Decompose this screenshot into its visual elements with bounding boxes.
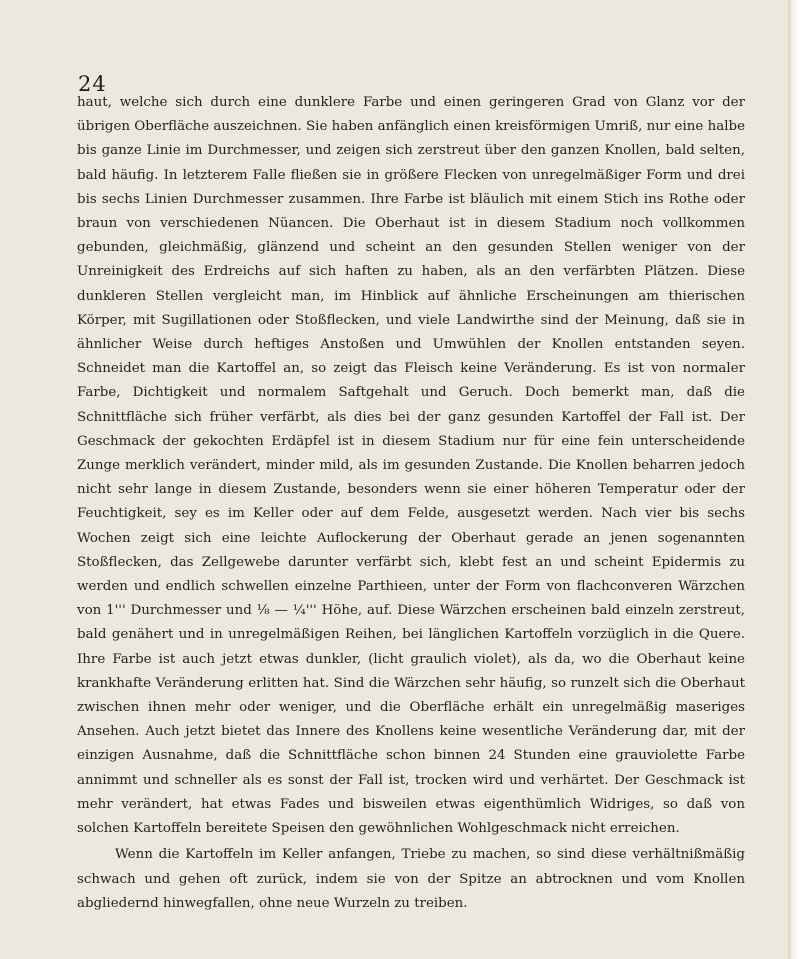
body-text [77, 91, 745, 916]
page-edge [788, 0, 800, 959]
paragraph-sprouting: Wenn die Kartoffeln im Keller anfangen, Triebe zu machen, so sind diese verhältnißmäßig schwach und gehen oft zurück, indem sie von der Spitze an abtrocknen und vom Knollen abgliedernd hinwegfallen, ohne neue Wurzeln zu treiben. [77, 847, 745, 911]
page-number: 24 [78, 72, 107, 96]
paragraph-continuation: haut, welche sich durch eine dunklere Farbe und einen geringeren Grad von Glanz vor der übrigen Oberfläche auszeichnen. Sie haben anfänglich einen kreisförmigen Umriß, nur eine halbe bis ganze Linie im Durchmesser, und zeigen sich zerstreut über den ganzen Knollen, bald selten, bald häufig. In letzterem Falle fließen sie in größere Flecken von unregelmäßiger Form und drei bis sechs Linien Durchmesser zusammen. Ihre Farbe ist bläulich mit einem Stich ins Rothe oder braun von verschiedenen Nüancen. Die Oberhaut ist in diesem Stadium noch vollkommen gebunden, gleichmäßig, glänzend und scheint an den gesunden Stellen weniger von der Unreinigkeit des Erdreichs auf sich haften zu haben, als an den verfärbten Plätzen. Diese dunkleren Stellen vergleicht man, im Hinblick auf ähnliche Erscheinungen am thierischen Körper, mit Sugillationen oder Stoßflecken, und viele Landwirthe sind der Meinung, daß sie in ähnlicher Weise durch heftiges Anstoßen und Umwühlen der Knollen entstanden seyen. Schneidet man die Kartoffel an, so zeigt das Fleisch keine Veränderung. Es ist von normaler Farbe, Dichtigkeit und normalem Saftgehalt und Geruch. Doch bemerkt man, daß die Schnittfläche sich früher verfärbt, als dies bei der ganz gesunden Kartoffel der Fall ist. Der Geschmack der gekochten Erdäpfel ist in diesem Stadium nur für eine fein unterscheidende Zunge merklich verändert, minder mild, als im gesunden Zustande. Die Knollen beharren jedoch nicht sehr lange in diesem Zustande, besonders wenn sie einer höheren Temperatur oder der Feuchtigkeit, sey es im Keller oder auf dem Felde, ausgesetzt werden. Nach vier bis sechs Wochen zeigt sich eine leichte Auflockerung der Oberhaut gerade an jenen sogenannten Stoßflecken, das Zellgewebe darunter verfärbt sich, klebt fest an und scheint Epidermis zu werden und endlich schwellen einzelne Parthieen, unter der Form von flachconveren Wärzchen von 1''' Durchmesser und ⅛ — ¼''' Höhe, auf. Diese Wärzchen erscheinen bald einzeln zerstreut, bald genähert und in unregelmäßigen Reihen, bei länglichen Kartoffeln vorzüglich in die Quere. Ihre Farbe ist auch jetzt etwas dunkler, (licht graulich violet), als da, wo die Oberhaut keine krankhafte Veränderung erlitten hat. Sind die Wärzchen sehr häufig, so runzelt sich die Oberhaut zwischen ihnen mehr oder weniger, und die Oberfläche erhält ein unregelmäßig maseriges Ansehen. Auch jetzt bietet das Innere des Knollens keine wesentliche Veränderung dar, mit der einzigen Ausnahme, daß die Schnittfläche schon binnen 24 Stunden eine grauviolette Farbe annimmt und schneller als es sonst der Fall ist, trocken wird und verhärtet. Der Geschmack ist mehr verändert, hat etwas Fades und bisweilen etwas eigenthümlich Widriges, so daß von solchen Kartoffeln bereitete Speisen den gewöhnlichen Wohlgeschmack nicht erreichen. [77, 95, 745, 837]
